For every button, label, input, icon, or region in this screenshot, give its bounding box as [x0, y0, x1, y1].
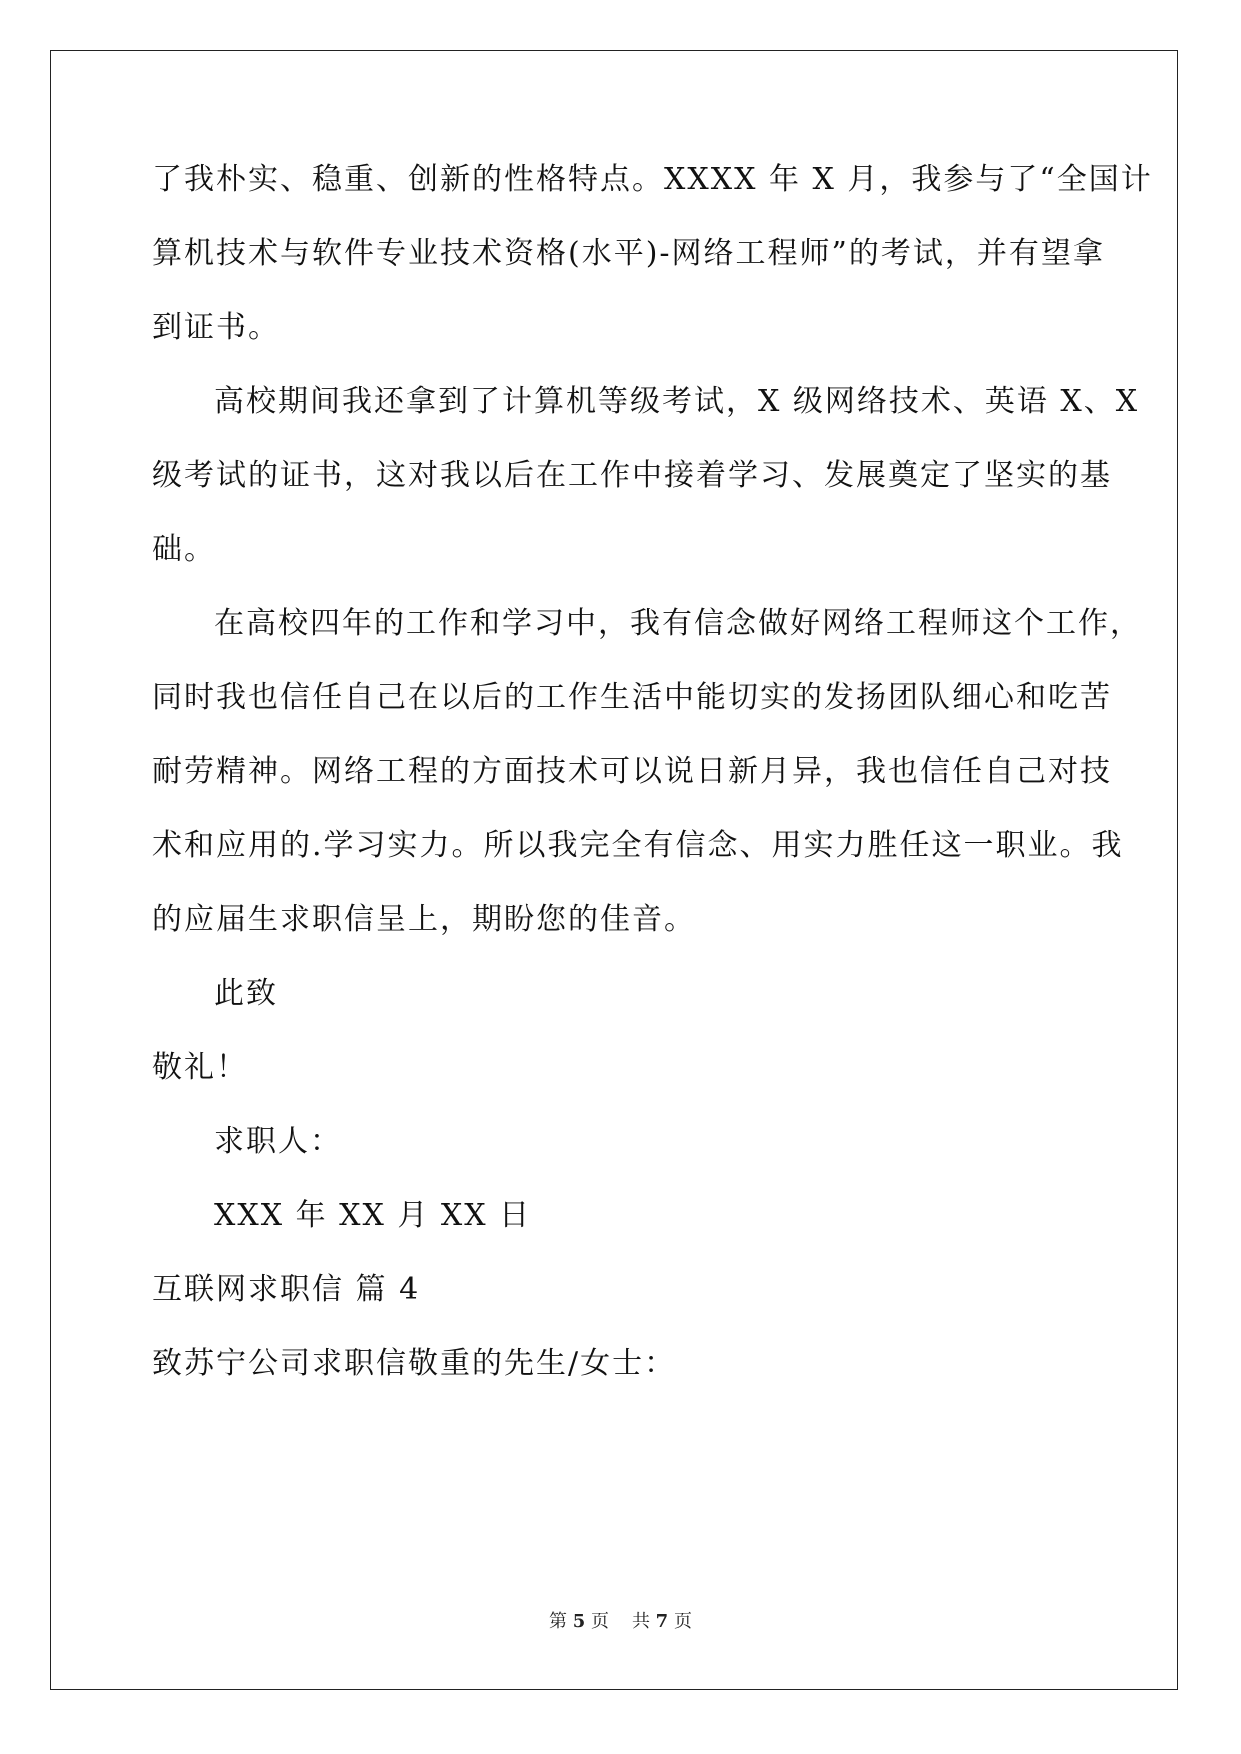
paragraph-line: 础。 — [152, 532, 216, 567]
paragraph-line: 高校期间我还拿到了计算机等级考试，X 级网络技术、英语 X、X — [214, 384, 1140, 419]
page-border — [50, 50, 1178, 1690]
closing-salutation: 此致 — [214, 976, 278, 1011]
paragraph-line: 了我朴实、稳重、创新的性格特点。XXXX 年 X 月，我参与了“全国计 — [152, 162, 1153, 197]
footer-page-suffix: 页 — [591, 1611, 610, 1632]
paragraph-line: 的应届生求职信呈上，期盼您的佳音。 — [152, 902, 696, 937]
paragraph-line: 术和应用的.学习实力。所以我完全有信念、用实力胜任这一职业。我 — [152, 828, 1124, 863]
footer-total-prefix: 共 — [631, 1611, 650, 1632]
footer-prefix: 第 — [549, 1611, 568, 1632]
letter-greeting: 致苏宁公司求职信敬重的先生/女士： — [152, 1346, 677, 1381]
closing-regards: 敬礼！ — [152, 1050, 248, 1085]
paragraph-line: 到证书。 — [152, 310, 280, 345]
total-page-number: 7 — [655, 1611, 669, 1632]
page-footer — [0, 1610, 1241, 1634]
current-page-number: 5 — [572, 1611, 586, 1632]
paragraph-line: 耐劳精神。网络工程的方面技术可以说日新月异，我也信任自己对技 — [152, 754, 1112, 789]
section-heading: 互联网求职信 篇 4 — [152, 1272, 421, 1307]
paragraph-line: 同时我也信任自己在以后的工作生活中能切实的发扬团队细心和吃苦 — [152, 680, 1112, 715]
paragraph-line: 在高校四年的工作和学习中，我有信念做好网络工程师这个工作， — [214, 606, 1142, 641]
signature-date: XXX 年 XX 月 XX 日 — [214, 1198, 532, 1233]
signature-applicant: 求职人： — [214, 1124, 342, 1159]
footer-total-suffix: 页 — [673, 1611, 692, 1632]
paragraph-line: 级考试的证书，这对我以后在工作中接着学习、发展奠定了坚实的基 — [152, 458, 1112, 493]
paragraph-line: 算机技术与软件专业技术资格(水平)-网络工程师”的考试，并有望拿 — [152, 236, 1105, 271]
